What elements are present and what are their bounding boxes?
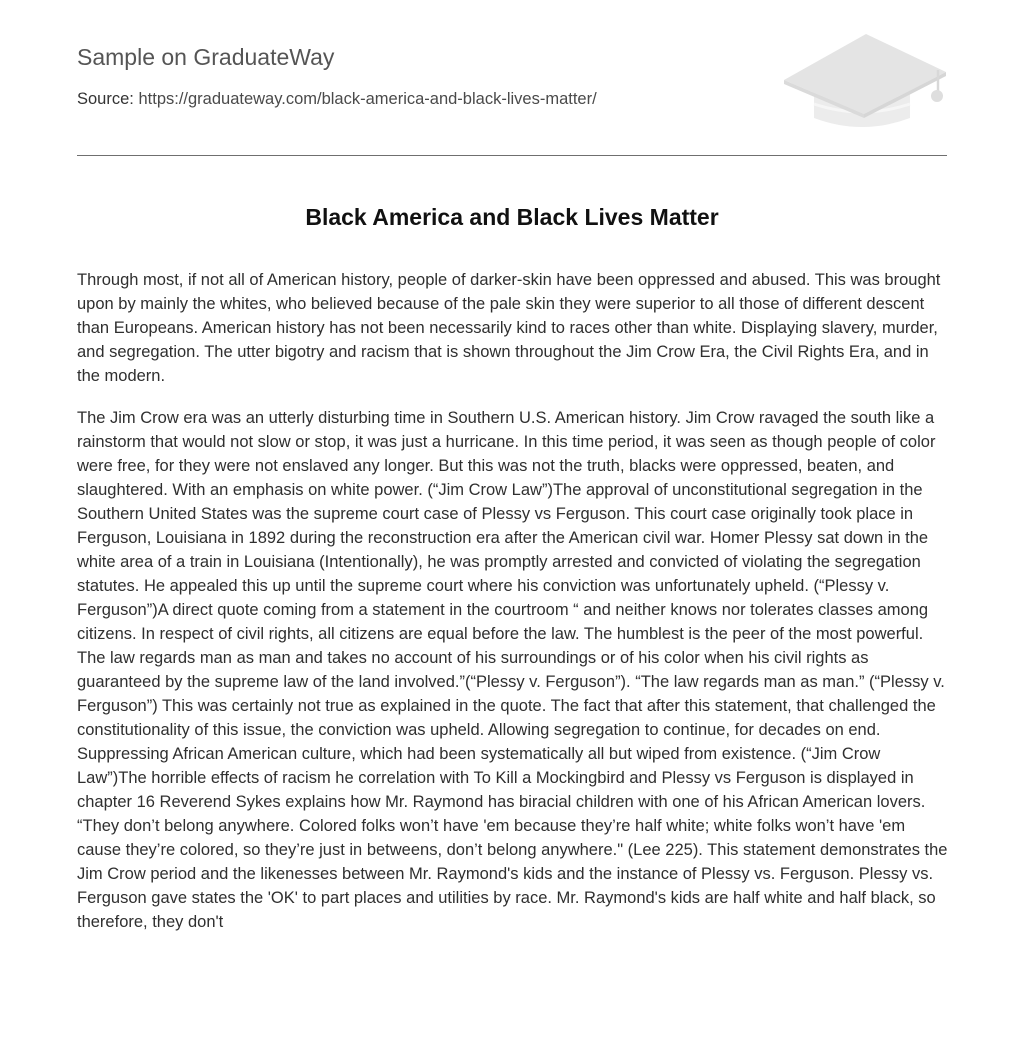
site-title: Sample on GraduateWay [77, 44, 335, 70]
graduation-cap-icon [780, 30, 947, 134]
header-divider [77, 155, 947, 156]
paragraph: The Jim Crow era was an utterly disturbing time in Southern U.S. American history. Jim Crow ravaged the south like a rainstorm that would not slow or stop, it was just a hurricane. In this time period, it was seen as though people of color were free, for they were not enslaved any longer. But this was not the truth, blacks were oppressed, beaten, and slaughtered. With an emphasis on white power. (“Jim Crow Law”)The approval of unconstitutional segregation in the Southern United States was the supreme court case of Plessy vs Ferguson. This court case originally took place in Ferguson, Louisiana in 1892 during the reconstruction era after the American civil war. Homer Plessy sat down in the white area of a train in Louisiana (Intentionally), he was promptly arrested and convicted of violating the segregation statutes. He appealed this up until the supreme court where his conviction was unfortunately upheld. (“Plessy v. Ferguson”)A direct quote coming from a statement in the courtroom “ and neither knows nor tolerates classes among citizens. In respect of civil rights, all citizens are equal before the law. The humblest is the peer of the most powerful. The law regards man as man and takes no account of his surroundings or of his color when his civil rights as guaranteed by the supreme law of the land involved.”(“Plessy v. Ferguson”). “The law regards man as man.” (“Plessy v. Ferguson”) This was certainly not true as explained in the quote. The fact that after this statement, that challenged the constitutionality of this issue, the conviction was upheld. Allowing segregation to continue, for decades on end. Suppressing African American culture, which had been systematically all but wiped from existence. (“Jim Crow Law”)The horrible effects of racism he correlation with To Kill a Mockingbird and Plessy vs Ferguson is displayed in chapter 16 Reverend Sykes explains how Mr. Raymond has biracial children with one of his African American lovers. “They don’t belong anywhere. Colored folks won’t have 'em because they’re half white; white folks won’t have 'em cause they’re colored, so they’re just in betweens, don’t belong anywhere." (Lee 225). This statement demonstrates the Jim Crow period and the likenesses between Mr. Raymond's kids and the instance of Plessy vs. Ferguson. Plessy vs. Ferguson gave states the 'OK' to part places and utilities by race. Mr. Raymond's kids are half white and half black, so therefore, they don't [77, 409, 948, 931]
document-body [77, 268, 949, 952]
source-label: Source: [77, 90, 134, 108]
source-line [77, 90, 597, 109]
paragraph: Through most, if not all of American history, people of darker-skin have been oppressed and abused. This was brought upon by mainly the whites, who believed because of the pale skin they were superior to all those of different descent than Europeans. American history has not been necessarily kind to races other than white. Displaying slavery, murder, and segregation. The utter bigotry and racism that is shown throughout the Jim Crow Era, the Civil Rights Era, and in the modern. [77, 271, 941, 385]
document-title: Black America and Black Lives Matter [305, 204, 719, 230]
source-link[interactable]: https://graduateway.com/black-america-and-black-lives-matter/ [138, 90, 597, 108]
page-header [77, 0, 947, 156]
